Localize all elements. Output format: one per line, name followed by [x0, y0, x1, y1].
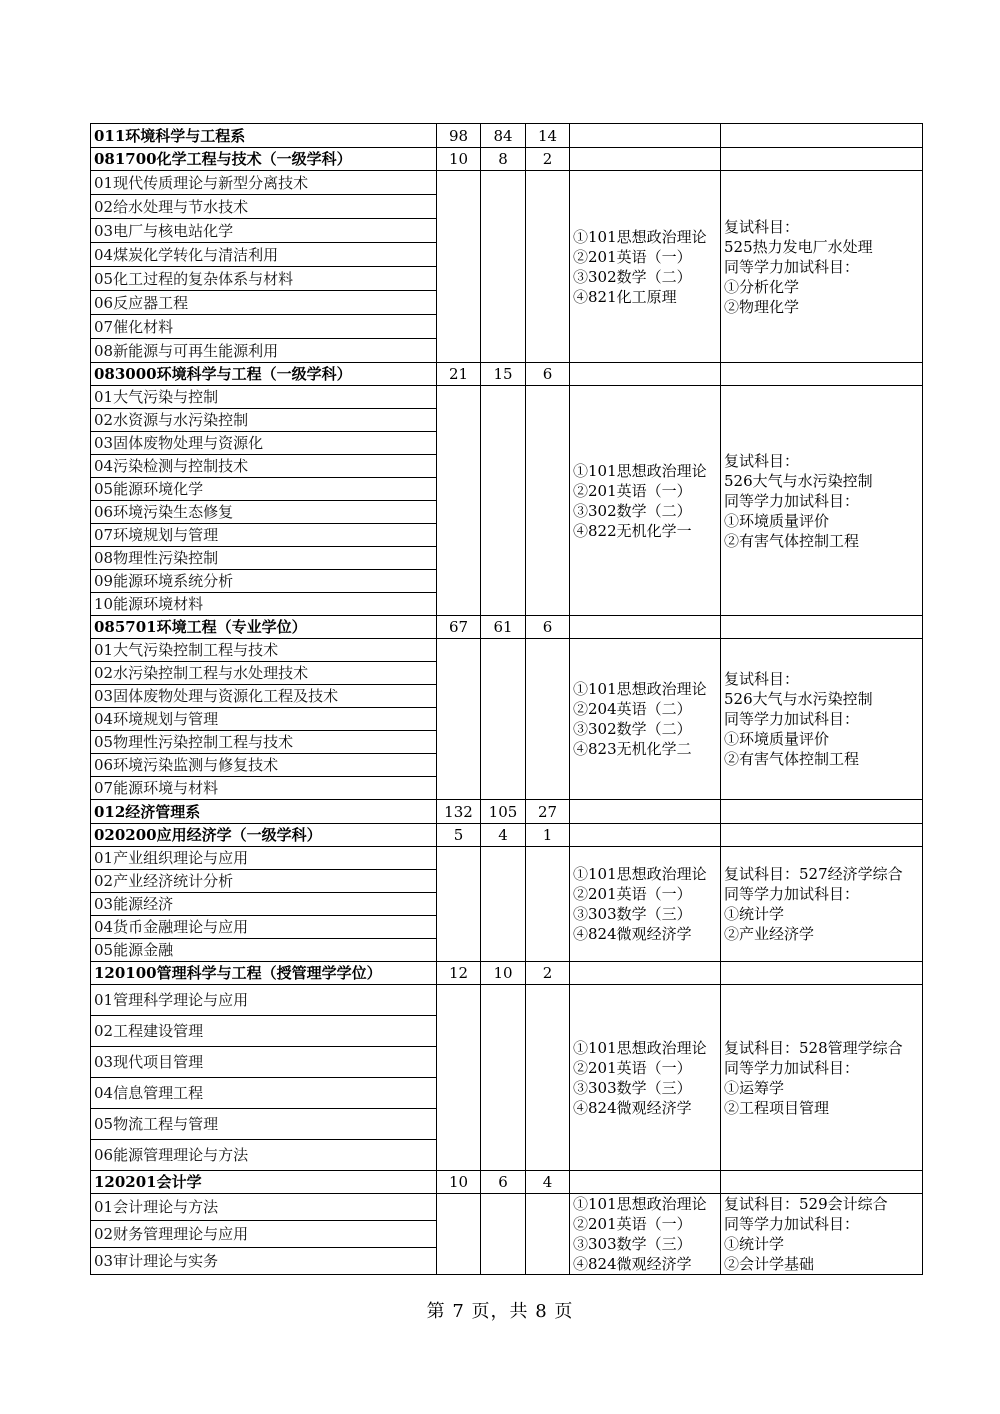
research-direction: 07催化材料 [91, 315, 437, 339]
retest-subjects [721, 386, 923, 616]
research-direction: 04货币金融理论与应用 [91, 916, 437, 939]
exam-subject: ③302数学（二） [573, 267, 692, 286]
research-direction: 05能源环境化学 [91, 478, 437, 501]
retest-line: 复试科目： [724, 217, 800, 236]
major-name: 083000环境科学与工程（一级学科） [91, 363, 437, 386]
empty-cell [721, 1171, 923, 1194]
quota-total: 98 [437, 124, 481, 148]
empty-cell [570, 800, 721, 824]
retest-line: 复试科目： [724, 670, 800, 688]
research-direction: 06能源管理理论与方法 [91, 1140, 437, 1171]
retest-line: ①统计学 [724, 1235, 785, 1253]
retest-subjects [721, 171, 923, 363]
retest-line: ①环境质量评价 [724, 511, 830, 530]
retest-line: 同等学力加试科目： [724, 710, 860, 728]
empty-quota-cell [481, 985, 526, 1171]
research-direction: 06反应器工程 [91, 291, 437, 315]
research-direction: 04信息管理工程 [91, 1078, 437, 1109]
department-row [91, 800, 923, 824]
department-row [91, 124, 923, 148]
quota-total: 10 [437, 148, 481, 171]
research-direction: 08物理性污染控制 [91, 547, 437, 570]
empty-quota-cell [526, 639, 570, 800]
exam-subject: ③302数学（二） [573, 501, 692, 520]
empty-quota-cell [437, 1194, 481, 1275]
exam-subject: ③303数学（三） [573, 905, 692, 923]
department-name: 012经济管理系 [91, 800, 437, 824]
exam-subjects [570, 985, 721, 1171]
major-row [91, 824, 923, 847]
empty-quota-cell [481, 171, 526, 363]
exam-subjects [570, 386, 721, 616]
empty-quota-cell [437, 985, 481, 1171]
exam-subject: ②201英语（一） [573, 885, 692, 903]
exam-subject: ①101思想政治理论 [573, 1195, 707, 1213]
retest-subjects [721, 639, 923, 800]
retest-line: ②有害气体控制工程 [724, 750, 860, 768]
direction-row [91, 639, 923, 662]
quota-total: 67 [437, 616, 481, 639]
quota-unified: 15 [481, 363, 526, 386]
major-name: 081700化学工程与技术（一级学科） [91, 148, 437, 171]
exam-subject: ②201英语（一） [573, 481, 692, 500]
empty-cell [721, 616, 923, 639]
quota-recommended: 14 [526, 124, 570, 148]
direction-row [91, 847, 923, 870]
major-row [91, 1171, 923, 1194]
retest-line: ②会计学基础 [724, 1255, 815, 1273]
empty-quota-cell [437, 171, 481, 363]
direction-row [91, 386, 923, 409]
retest-line: 525热力发电厂水处理 [724, 237, 873, 256]
direction-row [91, 1194, 923, 1221]
empty-cell [721, 800, 923, 824]
exam-subject: ④821化工原理 [573, 287, 677, 306]
retest-line: ①分析化学 [724, 277, 800, 296]
retest-line: ②物理化学 [724, 297, 800, 316]
research-direction: 05物流工程与管理 [91, 1109, 437, 1140]
major-row [91, 148, 923, 171]
exam-subject: ④824微观经济学 [573, 1255, 692, 1273]
quota-unified: 8 [481, 148, 526, 171]
research-direction: 07能源环境与材料 [91, 777, 437, 800]
retest-line: ②有害气体控制工程 [724, 531, 860, 550]
research-direction: 04煤炭化学转化与清洁利用 [91, 243, 437, 267]
exam-subject: ②201英语（一） [573, 1215, 692, 1233]
research-direction: 07环境规划与管理 [91, 524, 437, 547]
catalog-body [91, 124, 923, 1275]
empty-quota-cell [526, 847, 570, 962]
exam-subject: ④824微观经济学 [573, 1098, 692, 1117]
quota-recommended: 2 [526, 962, 570, 985]
empty-cell [721, 824, 923, 847]
research-direction: 09能源环境系统分析 [91, 570, 437, 593]
quota-recommended: 6 [526, 616, 570, 639]
research-direction: 01会计理论与方法 [91, 1194, 437, 1221]
quota-recommended: 6 [526, 363, 570, 386]
quota-unified: 84 [481, 124, 526, 148]
retest-line: 复试科目： [724, 451, 800, 470]
research-direction: 05化工过程的复杂体系与材料 [91, 267, 437, 291]
retest-line: ②产业经济学 [724, 925, 815, 943]
retest-subjects [721, 847, 923, 962]
retest-line: 复试科目：528管理学综合 [724, 1038, 903, 1057]
retest-line: 526大气与水污染控制 [724, 471, 873, 490]
quota-total: 21 [437, 363, 481, 386]
research-direction: 06环境污染监测与修复技术 [91, 754, 437, 777]
research-direction: 05物理性污染控制工程与技术 [91, 731, 437, 754]
exam-subject: ③303数学（三） [573, 1078, 692, 1097]
empty-cell [721, 363, 923, 386]
empty-cell [570, 148, 721, 171]
exam-subjects [570, 639, 721, 800]
empty-quota-cell [481, 847, 526, 962]
empty-quota-cell [437, 847, 481, 962]
research-direction: 03固体废物处理与资源化 [91, 432, 437, 455]
exam-subjects [570, 847, 721, 962]
retest-line: 526大气与水污染控制 [724, 690, 873, 708]
exam-subjects [570, 1194, 721, 1275]
empty-quota-cell [526, 1194, 570, 1275]
quota-unified: 61 [481, 616, 526, 639]
empty-cell [570, 824, 721, 847]
exam-subject: ②201英语（一） [573, 1058, 692, 1077]
empty-cell [721, 962, 923, 985]
research-direction: 05能源金融 [91, 939, 437, 962]
quota-total: 10 [437, 1171, 481, 1194]
research-direction: 08新能源与可再生能源利用 [91, 339, 437, 363]
retest-line: 复试科目：529会计综合 [724, 1195, 888, 1213]
exam-subject: ②204英语（二） [573, 700, 692, 718]
empty-cell [570, 363, 721, 386]
research-direction: 02水资源与水污染控制 [91, 409, 437, 432]
exam-subject: ④823无机化学二 [573, 740, 692, 758]
major-row [91, 363, 923, 386]
major-name: 120100管理科学与工程（授管理学学位） [91, 962, 437, 985]
research-direction: 03审计理论与实务 [91, 1248, 437, 1275]
empty-cell [570, 616, 721, 639]
research-direction: 03固体废物处理与资源化工程及技术 [91, 685, 437, 708]
retest-line: 同等学力加试科目： [724, 1215, 860, 1233]
exam-subject: ④824微观经济学 [573, 925, 692, 943]
research-direction: 04污染检测与控制技术 [91, 455, 437, 478]
empty-quota-cell [481, 386, 526, 616]
research-direction: 01大气污染与控制 [91, 386, 437, 409]
research-direction: 01管理科学理论与应用 [91, 985, 437, 1016]
exam-subjects [570, 171, 721, 363]
exam-subject: ②201英语（一） [573, 247, 692, 266]
exam-subject: ①101思想政治理论 [573, 680, 707, 698]
quota-recommended: 2 [526, 148, 570, 171]
research-direction: 04环境规划与管理 [91, 708, 437, 731]
major-row [91, 616, 923, 639]
department-name: 011环境科学与工程系 [91, 124, 437, 148]
empty-cell [570, 962, 721, 985]
research-direction: 06环境污染生态修复 [91, 501, 437, 524]
quota-unified: 10 [481, 962, 526, 985]
research-direction: 02水污染控制工程与水处理技术 [91, 662, 437, 685]
research-direction: 01产业组织理论与应用 [91, 847, 437, 870]
empty-quota-cell [481, 1194, 526, 1275]
quota-recommended: 1 [526, 824, 570, 847]
retest-line: ①运筹学 [724, 1078, 785, 1097]
retest-line: 同等学力加试科目： [724, 257, 860, 276]
quota-unified: 4 [481, 824, 526, 847]
enrollment-catalog-table [90, 123, 923, 1275]
retest-line: ①统计学 [724, 905, 785, 923]
direction-row [91, 171, 923, 195]
direction-row [91, 985, 923, 1016]
research-direction: 03现代项目管理 [91, 1047, 437, 1078]
empty-cell [570, 124, 721, 148]
exam-subject: ①101思想政治理论 [573, 865, 707, 883]
major-name: 020200应用经济学（一级学科） [91, 824, 437, 847]
empty-quota-cell [526, 985, 570, 1171]
research-direction: 02产业经济统计分析 [91, 870, 437, 893]
quota-recommended: 27 [526, 800, 570, 824]
exam-subject: ①101思想政治理论 [573, 461, 707, 480]
retest-line: 复试科目：527经济学综合 [724, 865, 903, 883]
research-direction: 03能源经济 [91, 893, 437, 916]
exam-subject: ④822无机化学一 [573, 521, 692, 540]
empty-quota-cell [481, 639, 526, 800]
research-direction: 02财务管理理论与应用 [91, 1221, 437, 1248]
exam-subject: ③303数学（三） [573, 1235, 692, 1253]
major-name: 120201会计学 [91, 1171, 437, 1194]
quota-recommended: 4 [526, 1171, 570, 1194]
research-direction: 03电厂与核电站化学 [91, 219, 437, 243]
retest-subjects [721, 985, 923, 1171]
retest-line: ①环境质量评价 [724, 730, 830, 748]
retest-line: 同等学力加试科目： [724, 1058, 860, 1077]
retest-line: 同等学力加试科目： [724, 491, 860, 510]
empty-quota-cell [437, 386, 481, 616]
empty-quota-cell [526, 386, 570, 616]
empty-quota-cell [437, 639, 481, 800]
research-direction: 02工程建设管理 [91, 1016, 437, 1047]
empty-cell [570, 1171, 721, 1194]
retest-subjects [721, 1194, 923, 1275]
research-direction: 10能源环境材料 [91, 593, 437, 616]
research-direction: 01现代传质理论与新型分离技术 [91, 171, 437, 195]
quota-unified: 105 [481, 800, 526, 824]
page-footer: 第 7 页，共 8 页 [426, 1301, 574, 1322]
exam-subject: ①101思想政治理论 [573, 227, 707, 246]
quota-total: 132 [437, 800, 481, 824]
retest-line: 同等学力加试科目： [724, 885, 860, 903]
empty-quota-cell [526, 171, 570, 363]
research-direction: 02给水处理与节水技术 [91, 195, 437, 219]
empty-cell [721, 148, 923, 171]
research-direction: 01大气污染控制工程与技术 [91, 639, 437, 662]
quota-unified: 6 [481, 1171, 526, 1194]
quota-total: 5 [437, 824, 481, 847]
retest-line: ②工程项目管理 [724, 1098, 830, 1117]
empty-cell [721, 124, 923, 148]
major-name: 085701环境工程（专业学位） [91, 616, 437, 639]
major-row [91, 962, 923, 985]
quota-total: 12 [437, 962, 481, 985]
exam-subject: ①101思想政治理论 [573, 1038, 707, 1057]
exam-subject: ③302数学（二） [573, 720, 692, 738]
